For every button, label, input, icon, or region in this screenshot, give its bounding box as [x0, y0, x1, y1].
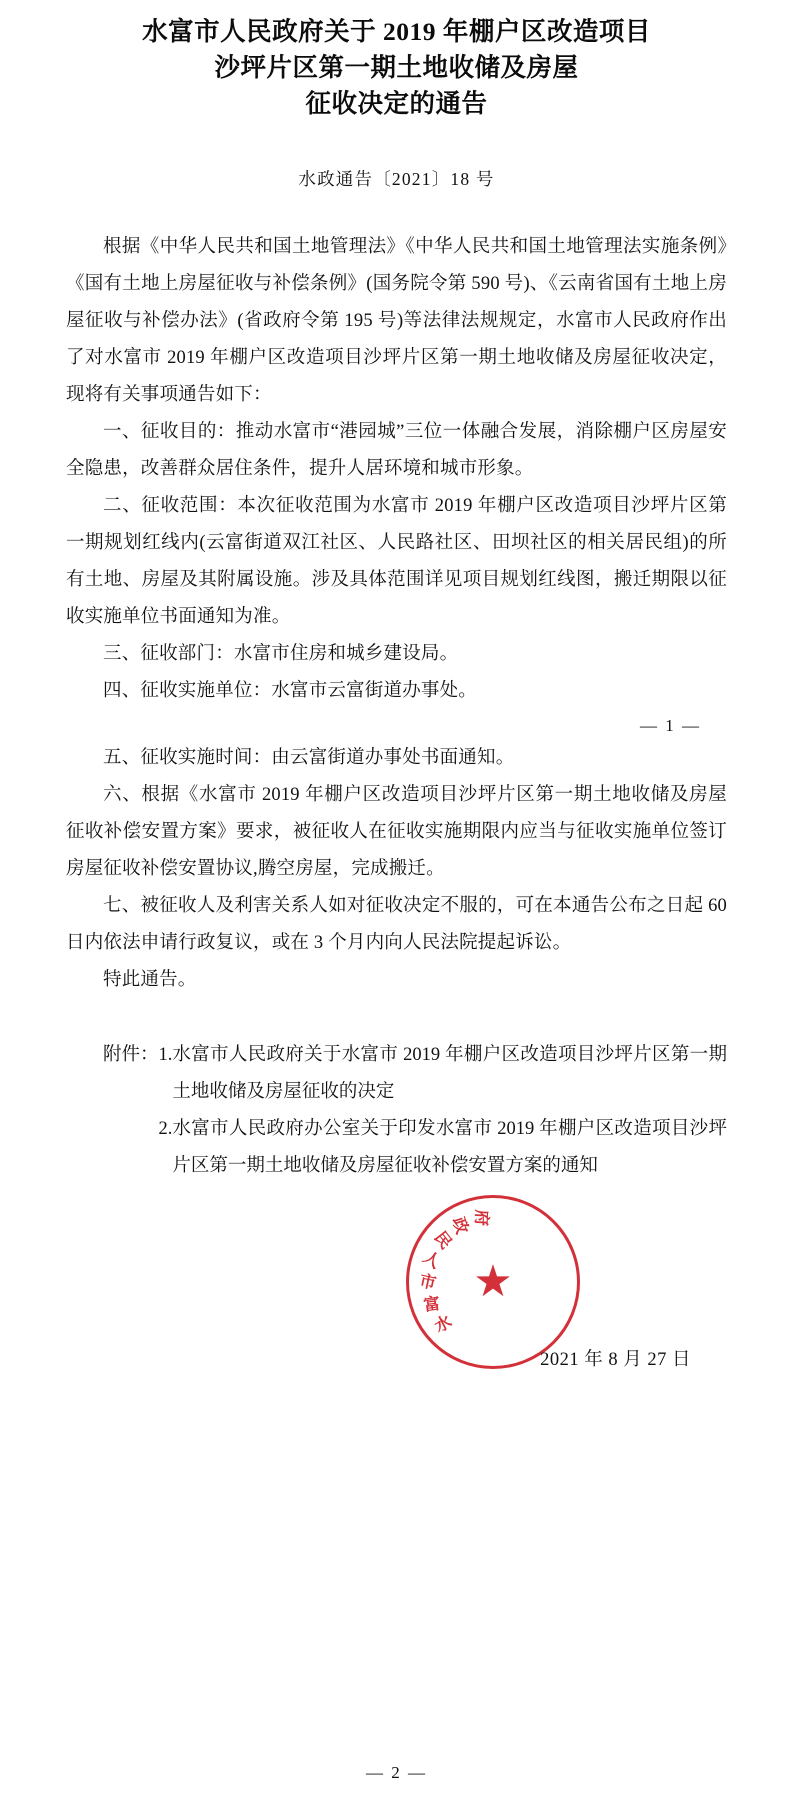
list-item [159, 1111, 727, 1185]
page-title [66, 0, 727, 122]
signature-block [66, 1195, 727, 1425]
signature-date: 2021 年 8 月 27 日 [540, 1350, 691, 1370]
paragraph-implementing-unit: 四、征收实施单位：水富市云富街道办事处。 [103, 681, 478, 701]
attachment-number-2: 2. [158, 1119, 173, 1139]
title-line-2: 沙坪片区第一期土地收储及房屋 [214, 53, 579, 82]
seal-star-icon: ★ [473, 1257, 513, 1306]
paragraph-implementation-time: 五、征收实施时间：由云富街道办事处书面通知。 [103, 748, 515, 768]
attachment-text-2: 水富市人民政府办公室关于印发水富市 2019 年棚户区改造项目沙坪片区第一期土地收储及房屋征收补偿安置方案的通知 [172, 1119, 727, 1176]
seal-inner [409, 1198, 577, 1366]
paragraph-appeal-rights: 七、被征收人及利害关系人如对征收决定不服的，可在本通告公布之日起 60 日内依法申请行政复议，或在 3 个月内向人民法院提起诉讼。 [66, 896, 727, 953]
document-body-continued [66, 740, 727, 999]
paragraph-scope: 二、征收范围：本次征收范围为水富市 2019 年棚户区改造项目沙坪片区第一期规划红线内(云富街道双江社区、人民路社区、田坝社区的相关居民组)的所有土地、房屋及其附属设施。涉及具体范围详见项目规划红线图，搬迁期限以征收实施单位书面通知为准。 [66, 496, 727, 627]
seal-arc-text: 水 富 市 人 民 政 府 [417, 1209, 492, 1337]
document-body [66, 229, 727, 710]
title-line-3: 征收决定的通告 [305, 89, 488, 118]
attachment-list [159, 1037, 727, 1185]
title-line-1: 水富市人民政府关于 2019 年棚户区改造项目 [142, 17, 651, 46]
paragraph-closing: 特此通告。 [103, 970, 197, 990]
official-seal-icon [406, 1195, 580, 1369]
paragraph-basis: 根据《中华人民共和国土地管理法》《中华人民共和国土地管理法实施条例》《国有土地上房屋征收与补偿条例》(国务院令第 590 号)、《云南省国有土地上房屋征收与补偿办法》(省政府令第 195 号)等法律法规规定，水富市人民政府作出了对水富市 2019 年棚户区改造项目沙坪片区第一期土地收储及房屋征收决定，现将有关事项通告如下： [66, 237, 727, 405]
attachment-section [66, 1037, 727, 1185]
document-number: 水政通告〔2021〕18 号 [298, 169, 495, 189]
page-marker-one: — 1 — [640, 716, 701, 735]
paragraph-compensation-plan: 六、根据《水富市 2019 年棚户区改造项目沙坪片区第一期土地收储及房屋征收补偿安置方案》要求，被征收人在征收实施期限内应当与征收实施单位签订房屋征收补偿安置协议,腾空房屋，完成搬迁。 [66, 785, 727, 879]
attachment-label: 附件： [103, 1045, 159, 1065]
attachment-text-1: 水富市人民政府关于水富市 2019 年棚户区改造项目沙坪片区第一期土地收储及房屋征收的决定 [172, 1045, 727, 1102]
paragraph-purpose: 一、征收目的：推动水富市“港园城”三位一体融合发展，消除棚户区房屋安全隐患，改善群众居住条件，提升人居环境和城市形象。 [66, 422, 727, 479]
paragraph-department: 三、征收部门：水富市住房和城乡建设局。 [103, 644, 459, 664]
page-footer: — 2 — [366, 1763, 427, 1782]
list-item [159, 1037, 727, 1111]
attachment-row [66, 1037, 727, 1185]
attachment-number-1: 1. [158, 1045, 173, 1065]
